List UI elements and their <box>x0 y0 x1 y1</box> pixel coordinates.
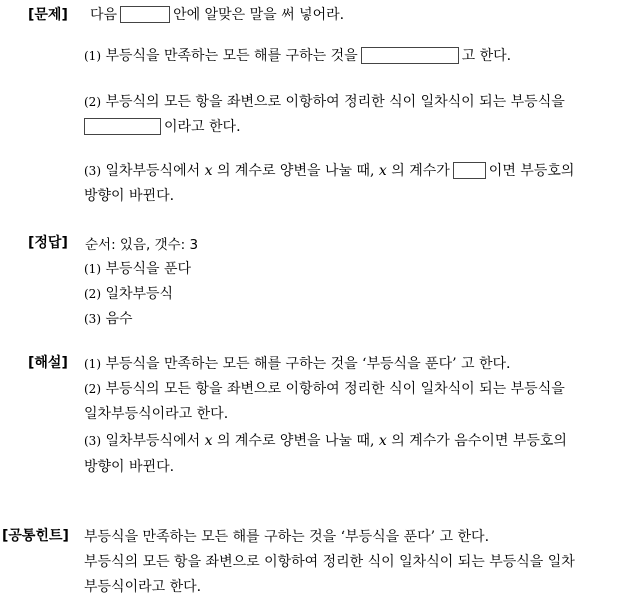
question-2-blank <box>84 118 161 135</box>
question-1-text: 부등식을 만족하는 모든 해를 구하는 것을 <box>105 48 358 64</box>
question-2-text: 부등식의 모든 항을 좌변으로 이항하여 정리한 식이 일차식이 되는 부등식을 <box>105 94 565 110</box>
explanation-2-number: (2) <box>84 382 101 396</box>
answer-item-3-number: (3) <box>84 312 101 326</box>
explanation-3-line-2: 방향이 바뀐다. <box>84 459 175 475</box>
answer-item-2-text: 일차부등식 <box>105 286 174 302</box>
explanation-1-text: 부등식을 만족하는 모든 해를 구하는 것을 ‘부등식을 푼다’ 고 한다. <box>105 356 511 372</box>
explanation-3-text-3: 의 계수가 음수이면 부등호의 <box>391 433 567 449</box>
question-3-line-2: 방향이 바뀐다. <box>84 188 175 204</box>
explanation-3-number: (3) <box>84 434 101 448</box>
question-3-text-1: 일차부등식에서 <box>105 163 201 179</box>
explanation-2-text: 부등식의 모든 항을 좌변으로 이항하여 정리한 식이 일차식이 되는 부등식을 <box>105 381 565 397</box>
hint-line-1: 부등식을 만족하는 모든 해를 구하는 것을 ‘부등식을 푼다’ 고 한다. <box>84 529 490 545</box>
question-3-var-1: x <box>204 163 213 179</box>
hint-tag: [공통힌트] <box>2 528 69 544</box>
answer-item-2 <box>84 283 173 303</box>
problem-intro <box>90 4 344 24</box>
question-1-number: (1) <box>84 49 101 63</box>
question-2-number: (2) <box>84 95 101 109</box>
explanation-1 <box>84 353 510 373</box>
explanation-3-text-2: 의 계수로 양변을 나눌 때, <box>216 433 375 449</box>
question-3-line-1 <box>84 160 574 180</box>
hint-line-3: 부등식이라고 한다. <box>84 579 202 595</box>
answer-item-1-number: (1) <box>84 262 101 276</box>
question-1 <box>84 45 511 65</box>
question-3-text-2: 의 계수로 양변을 나눌 때, <box>216 163 375 179</box>
question-2-line-1 <box>84 91 565 111</box>
question-1-blank <box>361 47 459 64</box>
explanation-3-var-2: x <box>378 433 387 449</box>
explanation-2-line-2: 일차부등식이라고 한다. <box>84 406 229 422</box>
explanation-3-line-1 <box>84 430 567 450</box>
explanation-3-var-1: x <box>204 433 213 449</box>
question-3-blank <box>453 162 486 179</box>
explanation-2-line-1 <box>84 378 565 398</box>
problem-tag: [문제] <box>28 7 68 23</box>
question-2-after: 이라고 한다. <box>164 119 241 135</box>
answer-item-3-text: 음수 <box>105 311 133 327</box>
question-2-line-2 <box>84 116 241 136</box>
answer-item-2-number: (2) <box>84 287 101 301</box>
hint-line-2: 부등식의 모든 항을 좌변으로 이항하여 정리한 식이 일차식이 되는 부등식을 일차 <box>84 554 575 570</box>
answer-item-1 <box>84 258 191 278</box>
question-3-var-2: x <box>378 163 387 179</box>
question-3-number: (3) <box>84 164 101 178</box>
explanation-tag: [해설] <box>28 355 68 371</box>
problem-intro-after: 안에 알맞은 말을 써 넣어라. <box>173 7 345 23</box>
answer-summary: 순서: 있음, 갯수: 3 <box>85 237 199 253</box>
explanation-3-text-1: 일차부등식에서 <box>105 433 201 449</box>
question-1-after: 고 한다. <box>461 48 512 64</box>
answer-item-1-text: 부등식을 푼다 <box>105 261 192 277</box>
answer-item-3 <box>84 308 133 328</box>
answer-tag: [정답] <box>28 235 68 251</box>
problem-intro-before: 다음 <box>90 7 118 23</box>
question-3-text-4: 이면 부등호의 <box>488 163 575 179</box>
explanation-1-number: (1) <box>84 357 101 371</box>
question-3-text-3: 의 계수가 <box>391 163 450 179</box>
answer-blank-box <box>120 6 170 23</box>
